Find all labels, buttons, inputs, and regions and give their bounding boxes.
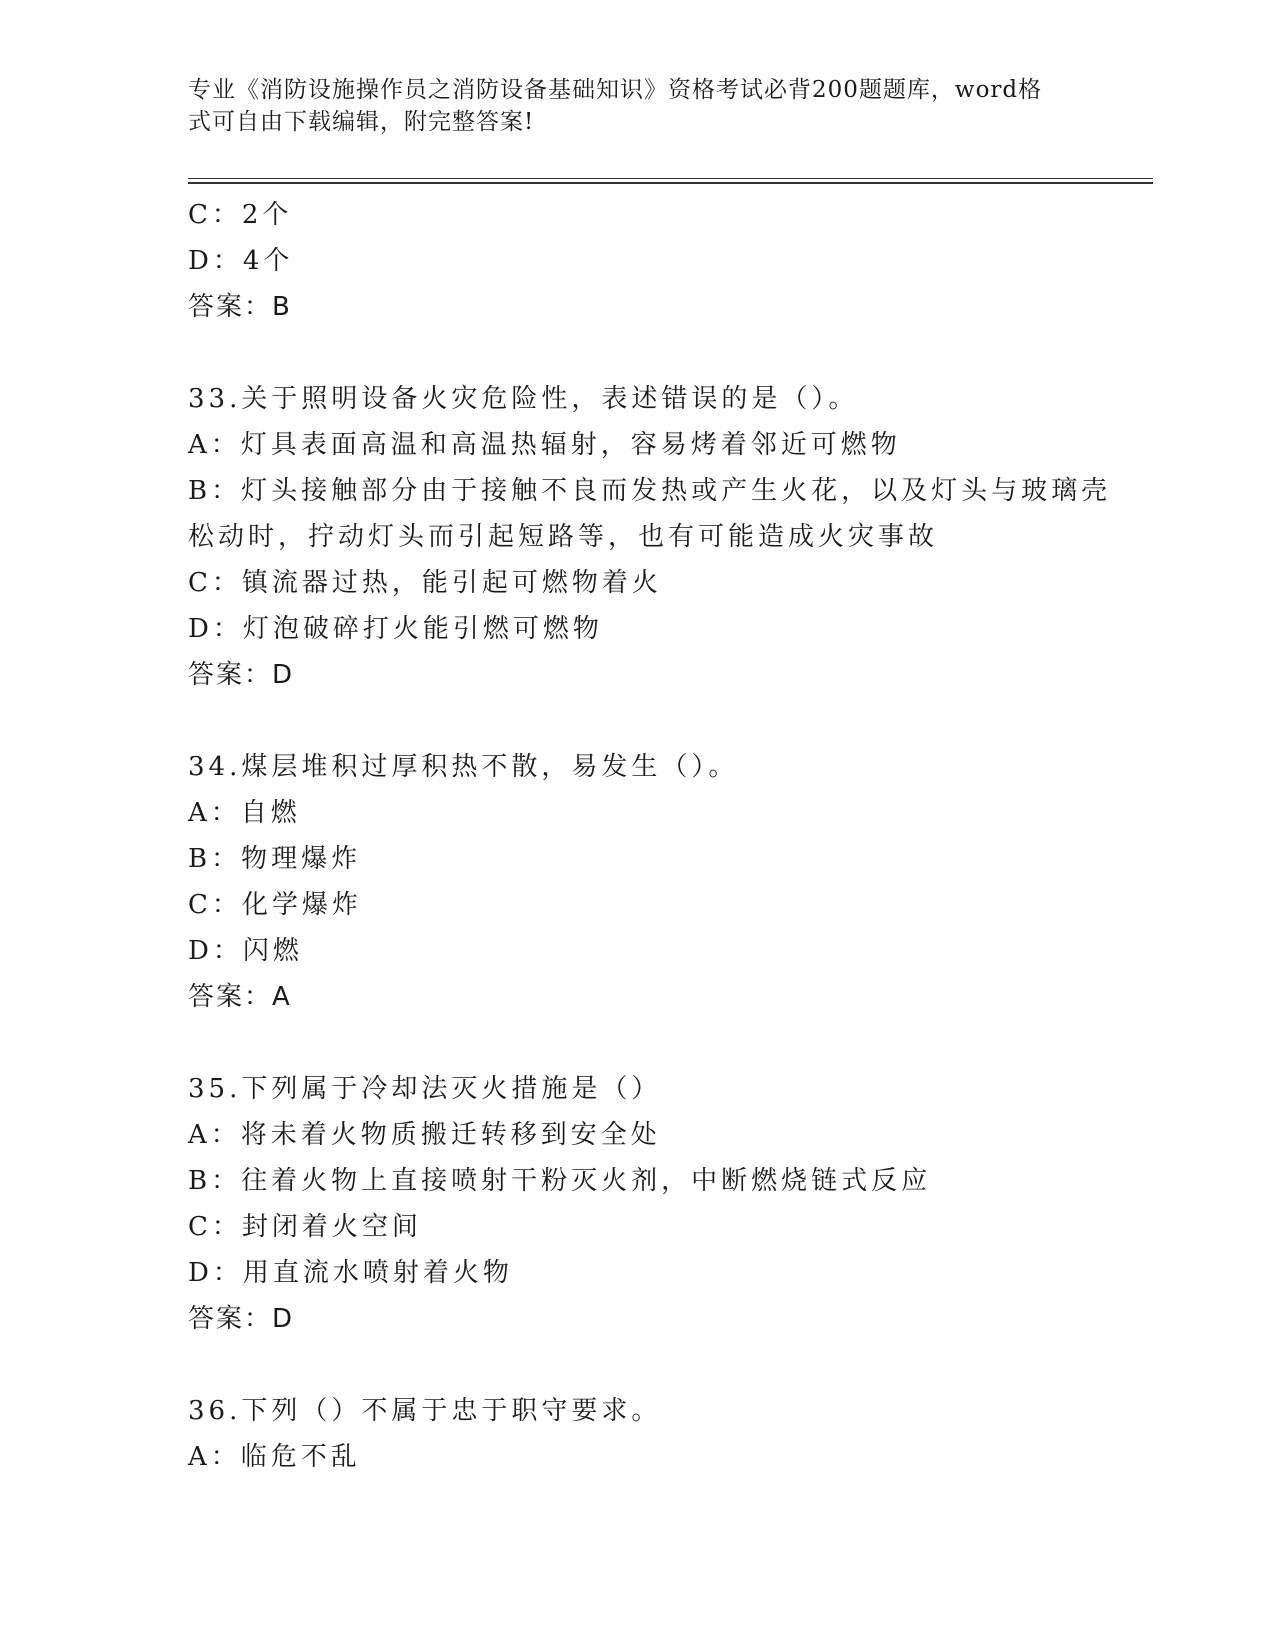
option-b: B：物理爆炸 xyxy=(188,844,362,874)
option-d: D：4个 xyxy=(188,246,294,276)
option-d: D：灯泡破碎打火能引燃可燃物 xyxy=(188,614,603,644)
question-stem: 34.煤层堆积过厚积热不散，易发生（）。 xyxy=(188,752,739,782)
question-36 xyxy=(188,1388,1088,1480)
answer-line: 答案：D xyxy=(188,1304,295,1334)
question-33 xyxy=(188,376,1112,698)
option-d: D：闪燃 xyxy=(188,936,303,966)
question-stem: 36.下列（）不属于忠于职守要求。 xyxy=(188,1396,662,1426)
question-stem: 33.关于照明设备火灾危险性，表述错误的是（）。 xyxy=(188,384,859,414)
option-c: C：镇流器过热，能引起可燃物着火 xyxy=(188,568,662,598)
spacer xyxy=(188,1020,1088,1066)
option-c: C：封闭着火空间 xyxy=(188,1212,422,1242)
option-a: A：灯具表面高温和高温热辐射，容易烤着邻近可燃物 xyxy=(188,430,901,460)
option-d: D：用直流水喷射着火物 xyxy=(188,1258,513,1288)
option-b: B：灯头接触部分由于接触不良而发热或产生火花，以及灯头与玻璃壳 xyxy=(188,476,1112,506)
question-content xyxy=(188,192,1112,1480)
header-title-line-2: 式可自由下载编辑，附完整答案! xyxy=(188,109,535,135)
question-34 xyxy=(188,744,1088,1020)
option-c: C：2个 xyxy=(188,200,293,230)
answer-line: 答案：B xyxy=(188,292,292,322)
option-a: A：自燃 xyxy=(188,798,301,828)
spacer xyxy=(188,698,1088,744)
spacer xyxy=(188,1342,1088,1388)
option-b-continued: 松动时，拧动灯头而引起短路等，也有可能造成火灾事故 xyxy=(188,522,939,552)
header-divider-thin xyxy=(188,178,1153,179)
question-35 xyxy=(188,1066,1088,1342)
option-c: C：化学爆炸 xyxy=(188,890,362,920)
answer-line: 答案：D xyxy=(188,660,295,690)
spacer xyxy=(188,330,1088,376)
option-a: A：临危不乱 xyxy=(188,1442,361,1472)
document-header xyxy=(188,74,1068,138)
answer-line: 答案：A xyxy=(188,982,292,1012)
header-title-line-1: 专业《消防设施操作员之消防设备基础知识》资格考试必背200题题库，word格 xyxy=(188,77,1043,103)
header-divider-thick xyxy=(188,182,1153,184)
carryover-block xyxy=(188,192,1088,330)
option-b: B：往着火物上直接喷射干粉灭火剂，中断燃烧链式反应 xyxy=(188,1166,932,1196)
question-stem: 35.下列属于冷却法灭火措施是（） xyxy=(188,1074,662,1104)
option-a: A：将未着火物质搬迁转移到安全处 xyxy=(188,1120,661,1150)
